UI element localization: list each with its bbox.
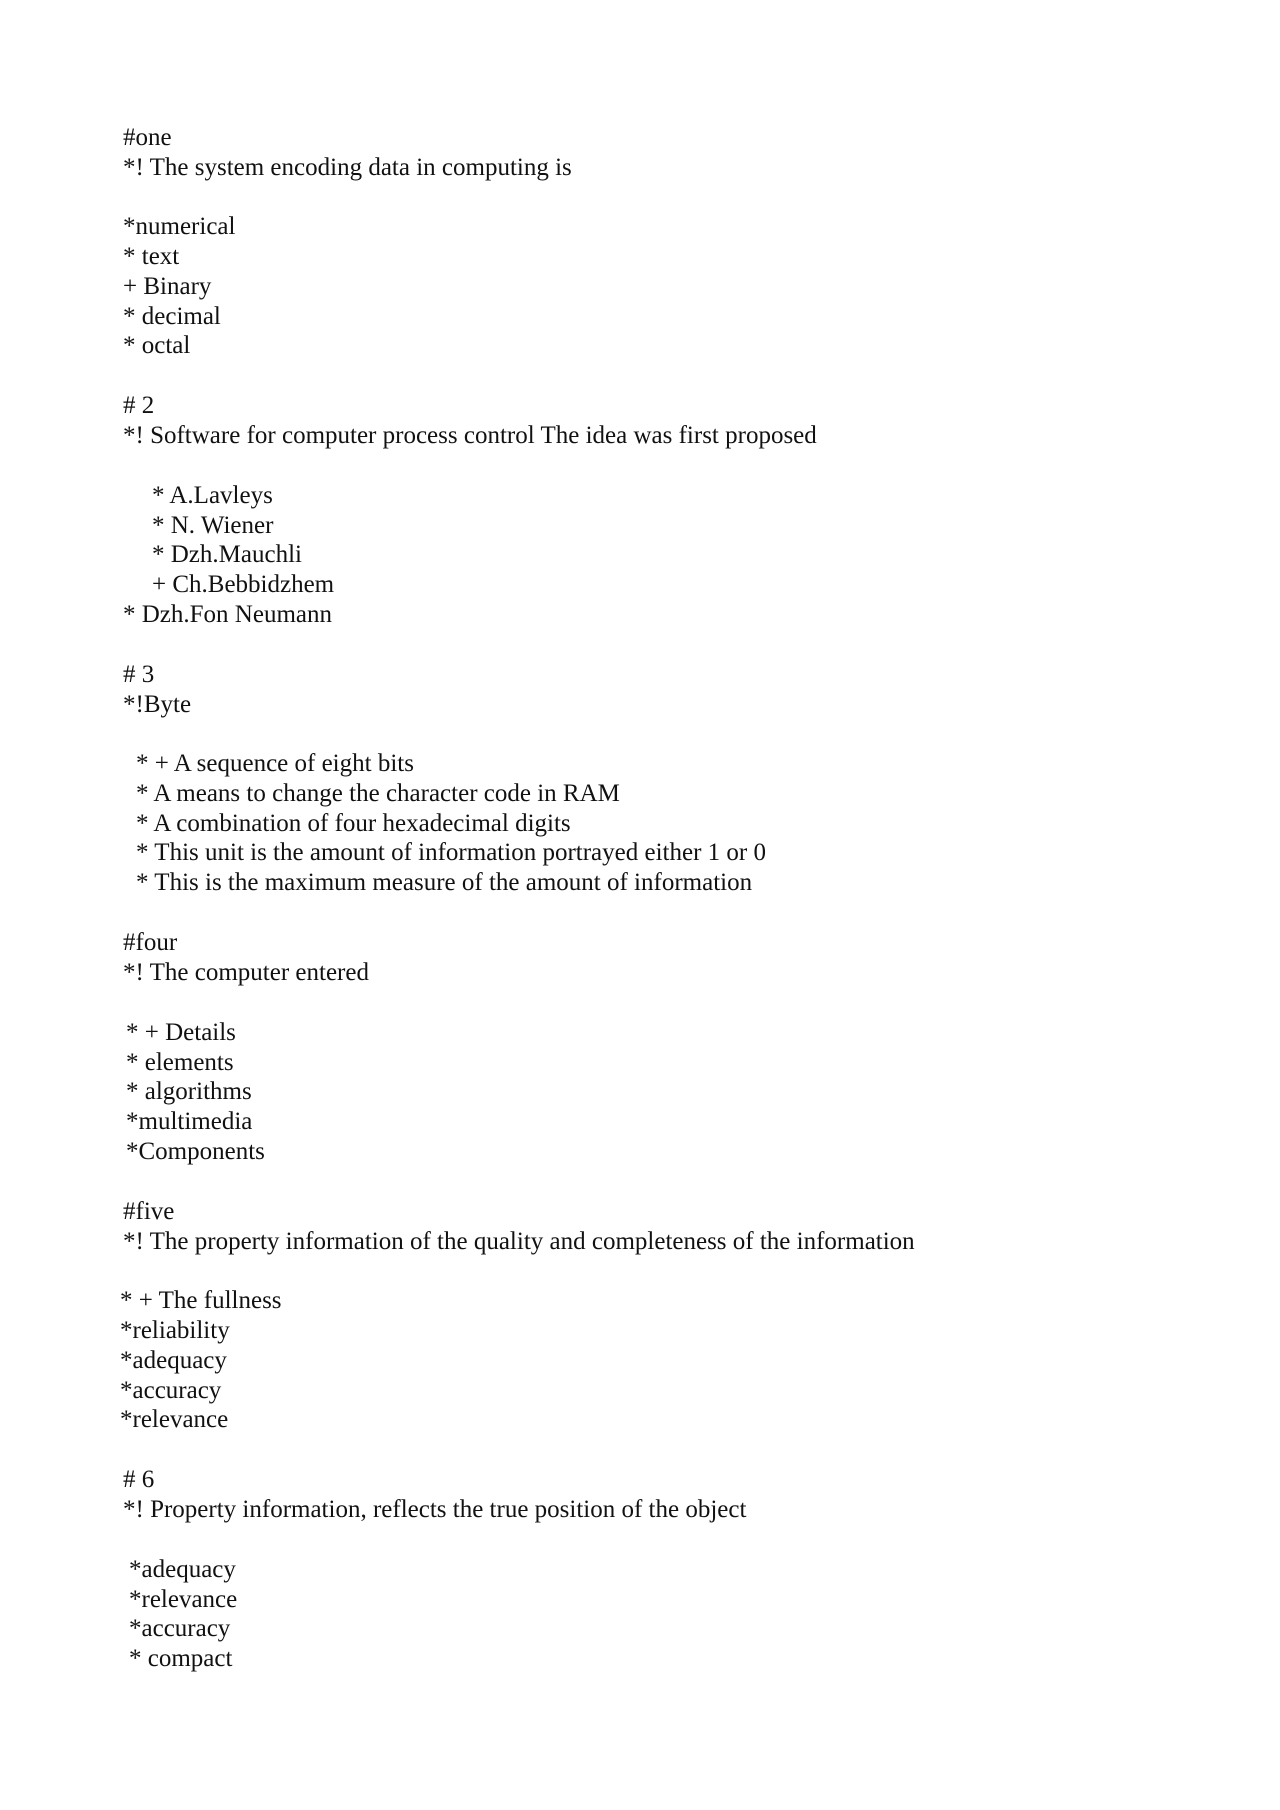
answer-option: *accuracy bbox=[129, 1615, 231, 1642]
answer-option: *reliability bbox=[120, 1317, 230, 1344]
answer-option: * This unit is the amount of information portrayed either 1 or 0 bbox=[136, 839, 766, 866]
answer-option: *multimedia bbox=[126, 1108, 253, 1135]
question-prompt: *! Software for computer process control The idea was first proposed bbox=[123, 422, 817, 449]
answer-option: * Dzh.Mauchli bbox=[152, 541, 302, 568]
answer-option: * + The fullness bbox=[120, 1287, 282, 1314]
answer-option: * compact bbox=[129, 1645, 233, 1672]
answer-option: * + Details bbox=[126, 1019, 236, 1046]
question-number: # 2 bbox=[123, 392, 155, 419]
answer-option: *adequacy bbox=[120, 1347, 227, 1374]
question-prompt: *! The computer entered bbox=[123, 959, 369, 986]
answer-option: *adequacy bbox=[129, 1556, 236, 1583]
answer-option: *numerical bbox=[123, 213, 236, 240]
answer-option: * + A sequence of eight bits bbox=[136, 750, 414, 777]
question-number: #five bbox=[123, 1198, 175, 1225]
question-number: # 3 bbox=[123, 661, 155, 688]
question-prompt: *! The property information of the quality and completeness of the information bbox=[123, 1228, 915, 1255]
question-number: #one bbox=[123, 124, 172, 151]
answer-option: * octal bbox=[123, 332, 191, 359]
answer-option: *Components bbox=[126, 1138, 265, 1165]
question-prompt: *! The system encoding data in computing is bbox=[123, 154, 572, 181]
answer-option: * A.Lavleys bbox=[152, 482, 273, 509]
answer-option: * decimal bbox=[123, 303, 221, 330]
answer-option: * This is the maximum measure of the amount of information bbox=[136, 869, 753, 896]
answer-option: * A combination of four hexadecimal digits bbox=[136, 810, 571, 837]
answer-option: + Binary bbox=[123, 273, 212, 300]
question-number: # 6 bbox=[123, 1466, 155, 1493]
question-prompt: *! Property information, reflects the true position of the object bbox=[123, 1496, 747, 1523]
answer-option: * text bbox=[123, 243, 180, 270]
answer-option: * A means to change the character code in RAM bbox=[136, 780, 620, 807]
answer-option: * N. Wiener bbox=[152, 512, 274, 539]
answer-option: *relevance bbox=[120, 1406, 229, 1433]
answer-option: * elements bbox=[126, 1049, 234, 1076]
question-prompt: *!Byte bbox=[123, 691, 192, 718]
answer-option: * algorithms bbox=[126, 1078, 252, 1105]
answer-option: *relevance bbox=[129, 1586, 238, 1613]
answer-option: *accuracy bbox=[120, 1377, 222, 1404]
answer-option: + Ch.Bebbidzhem bbox=[152, 571, 335, 598]
question-number: #four bbox=[123, 929, 178, 956]
answer-option: * Dzh.Fon Neumann bbox=[123, 601, 332, 628]
